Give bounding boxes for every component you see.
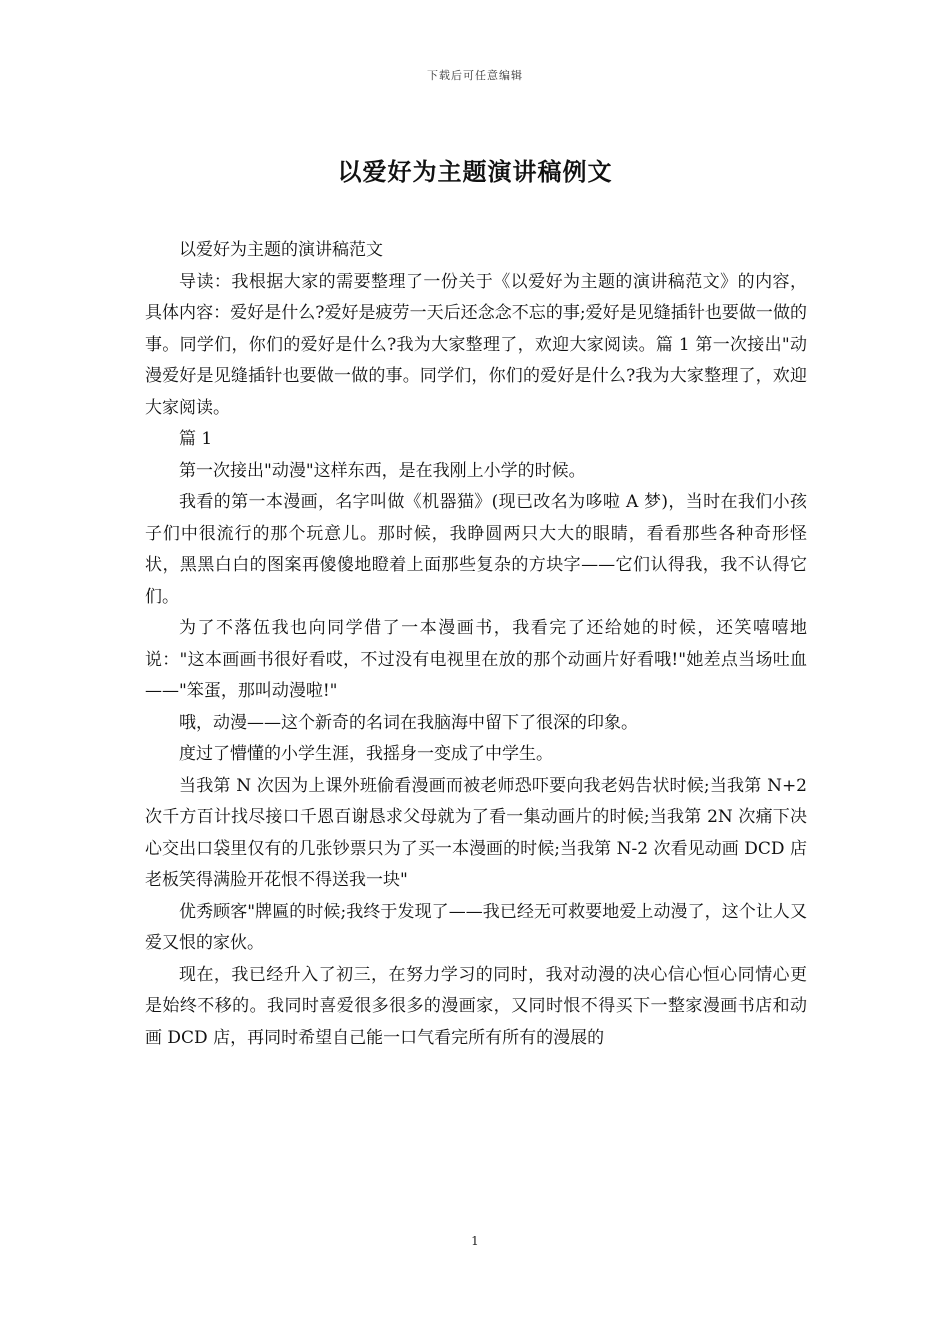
paragraph-section-heading: 篇 1 (179, 429, 213, 449)
header-note: 下载后可任意编辑 (427, 69, 523, 82)
page-number: 1 (471, 1234, 479, 1248)
document-body (145, 235, 807, 1054)
paragraph: 当我第 N 次因为上课外班偷看漫画而被老师恐吓要向我老妈告状时候;当我第 N+2 次千方百计找尽接口千恩百谢恳求父母就为了看一集动画片的时候;当我第 2N 次痛下决心交出口袋里仅有的几张钞票只为了买一本漫画的时候;当我第 N-2 次看见动画 DCD 店老板笑得满脸开花恨不得送我一块" (145, 775, 807, 890)
paragraph: 为了不落伍我也向同学借了一本漫画书，我看完了还给她的时候，还笑嘻嘻地说："这本画画书很好看哎，不过没有电视里在放的那个动画片好看哦!"她差点当场吐血——"笨蛋，那叫动漫啦!" (145, 618, 807, 701)
paragraph-intro: 导读：我根据大家的需要整理了一份关于《以爱好为主题的演讲稿范文》的内容，具体内容：爱好是什么?爱好是疲劳一天后还念念不忘的事;爱好是见缝插针也要做一做的事。同学们，你们的爱好是什么?我为大家整理了，欢迎大家阅读。篇 1 第一次接出"动漫爱好是见缝插针也要做一做的事。同学们，你们的爱好是什么?我为大家整理了，欢迎大家阅读。 (145, 271, 807, 418)
paragraph: 现在，我已经升入了初三，在努力学习的同时，我对动漫的决心信心恒心同情心更是始终不移的。我同时喜爱很多很多的漫画家，又同时恨不得买下一整家漫画书店和动画 DCD 店，再同时希望自己能一口气看完所有所有的漫展的 (145, 964, 807, 1048)
paragraph: 度过了懵懂的小学生涯，我摇身一变成了中学生。 (179, 744, 553, 764)
paragraph: 我看的第一本漫画，名字叫做《机器猫》(现已改名为哆啦 A 梦)，当时在我们小孩子们中很流行的那个玩意儿。那时候，我睁圆两只大大的眼睛，看看那些各种奇形怪状，黑黑白白的图案再傻傻地瞪着上面那些复杂的方块字——它们认得我，我不认得它们。 (145, 492, 807, 607)
paragraph: 第一次接出"动漫"这样东西，是在我刚上小学的时候。 (179, 460, 586, 481)
document-title: 以爱好为主题演讲稿例文 (337, 157, 613, 186)
paragraph: 哦，动漫——这个新奇的名词在我脑海中留下了很深的印象。 (179, 712, 638, 733)
paragraph-subtitle: 以爱好为主题的演讲稿范文 (179, 240, 383, 260)
paragraph: 优秀顾客"牌匾的时候;我终于发现了——我已经无可救要地爱上动漫了，这个让人又爱又恨的家伙。 (145, 901, 807, 953)
